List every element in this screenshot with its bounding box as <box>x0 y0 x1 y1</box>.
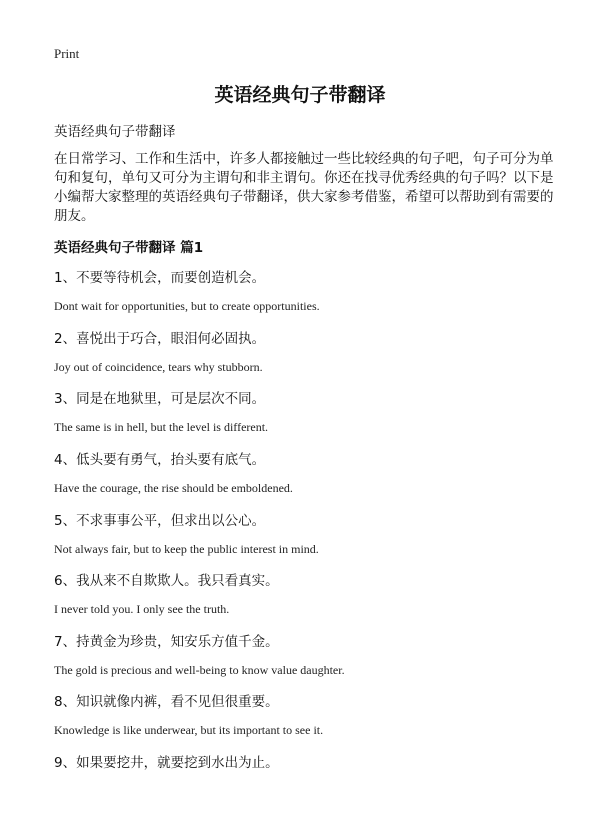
sentence-zh: 1、不要等待机会，而要创造机会。 <box>54 270 266 286</box>
section-heading: 英语经典句子带翻译 篇1 <box>54 240 204 256</box>
sentence-en: Joy out of coincidence, tears why stubborn. <box>54 360 263 374</box>
sentence-en: Not always fair, but to keep the public interest in mind. <box>54 542 319 556</box>
sentence-zh: 9、如果要挖井，就要挖到水出为止。 <box>54 755 279 771</box>
document-subtitle: 英语经典句子带翻译 <box>54 124 176 140</box>
sentence-zh: 7、持黄金为珍贵，知安乐方值千金。 <box>54 634 279 650</box>
sentence-zh: 2、喜悦出于巧合，眼泪何必固执。 <box>54 331 266 347</box>
sentence-en: The gold is precious and well-being to know value daughter. <box>54 663 345 677</box>
intro-paragraph: 在日常学习、工作和生活中，许多人都接触过一些比较经典的句子吧，句子可分为单句和复句，单句又可分为主谓句和非主谓句。你还在找寻优秀经典的句子吗？以下是小编帮大家整理的英语经典句子带翻译，供大家参考借鉴，希望可以帮助到有需要的朋友。 <box>54 151 554 224</box>
sentence-zh: 6、我从来不自欺欺人。我只看真实。 <box>54 573 279 589</box>
sentence-en: I never told you. I only see the truth. <box>54 602 230 616</box>
sentence-en: Knowledge is like underwear, but its important to see it. <box>54 723 324 737</box>
sentence-zh: 5、不求事事公平，但求出以公心。 <box>54 513 266 529</box>
print-link[interactable]: Print <box>54 46 80 61</box>
sentence-en: Have the courage, the rise should be emboldened. <box>54 481 293 495</box>
document-title: 英语经典句子带翻译 <box>214 84 386 106</box>
sentence-en: The same is in hell, but the level is different. <box>54 420 269 434</box>
sentence-zh: 3、同是在地狱里，可是层次不同。 <box>54 391 266 407</box>
sentence-zh: 8、知识就像内裤，看不见但很重要。 <box>54 694 279 710</box>
sentence-zh: 4、低头要有勇气，抬头要有底气。 <box>54 452 266 468</box>
sentence-en: Dont wait for opportunities, but to create opportunities. <box>54 299 320 313</box>
